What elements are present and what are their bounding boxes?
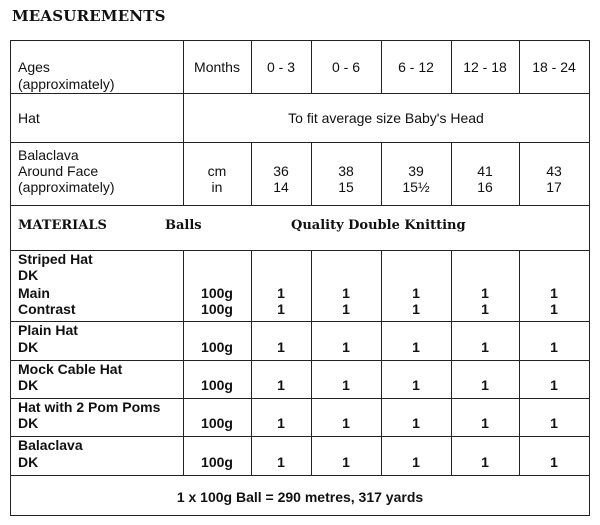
row-name: Hat with 2 Pom Poms xyxy=(18,399,161,415)
ball-count: 1 xyxy=(550,377,558,393)
yarn-type: DK xyxy=(18,454,39,470)
ball-count: 1 xyxy=(342,301,350,317)
rule xyxy=(11,205,589,206)
ball-weight: 100g xyxy=(201,415,233,431)
measurements-table xyxy=(10,40,590,516)
ball-count: 1 xyxy=(481,454,489,470)
in-value: 15½ xyxy=(402,179,430,195)
hat-fit-note: To fit average size Baby's Head xyxy=(288,110,484,126)
yarn-type: DK xyxy=(18,267,39,283)
balaclava-label: Balaclava xyxy=(18,147,79,163)
rule xyxy=(451,250,452,475)
hat-label: Hat xyxy=(18,110,40,126)
rule xyxy=(11,436,589,437)
rule xyxy=(381,250,382,475)
row-name: Striped Hat xyxy=(18,251,93,267)
ball-count: 1 xyxy=(481,377,489,393)
yarn-type: DK xyxy=(18,339,39,355)
ball-count: 1 xyxy=(481,285,489,301)
contrast-label: Contrast xyxy=(18,301,76,317)
ball-weight: 100g xyxy=(201,301,233,317)
size-header: 0 - 3 xyxy=(266,59,295,75)
ball-count: 1 xyxy=(550,339,558,355)
cm-value: 36 xyxy=(273,163,289,179)
rule xyxy=(519,250,520,475)
ball-count: 1 xyxy=(481,301,489,317)
yardage-note: 1 x 100g Ball = 290 metres, 317 yards xyxy=(176,489,424,505)
ball-count: 1 xyxy=(342,415,350,431)
ball-count: 1 xyxy=(481,415,489,431)
ball-count: 1 xyxy=(412,301,420,317)
ball-weight: 100g xyxy=(201,285,233,301)
size-header: 0 - 6 xyxy=(331,59,360,75)
ages-label: Ages xyxy=(18,59,50,75)
rule xyxy=(11,93,589,94)
in-value: 17 xyxy=(546,179,562,195)
ball-weight: 100g xyxy=(201,339,233,355)
ball-weight: 100g xyxy=(201,377,233,393)
in-value: 14 xyxy=(273,179,289,195)
ball-count: 1 xyxy=(412,454,420,470)
ball-count: 1 xyxy=(481,339,489,355)
rule xyxy=(311,250,312,475)
ball-count: 1 xyxy=(277,285,285,301)
ball-count: 1 xyxy=(277,454,285,470)
ball-count: 1 xyxy=(412,415,420,431)
cm-value: 43 xyxy=(546,163,562,179)
ball-count: 1 xyxy=(342,377,350,393)
ball-count: 1 xyxy=(277,415,285,431)
quality-label: Quality Double Knitting xyxy=(291,218,466,233)
cm-value: 41 xyxy=(477,163,493,179)
months-label: Months xyxy=(194,59,240,75)
ball-count: 1 xyxy=(277,339,285,355)
ball-count: 1 xyxy=(342,339,350,355)
in-value: 15 xyxy=(338,179,354,195)
ball-count: 1 xyxy=(412,377,420,393)
ball-count: 1 xyxy=(550,454,558,470)
row-name: Mock Cable Hat xyxy=(18,361,123,377)
ball-count: 1 xyxy=(277,377,285,393)
yarn-type: DK xyxy=(18,415,39,431)
size-header: 12 - 18 xyxy=(463,59,507,75)
rule xyxy=(11,475,589,476)
cm-value: 38 xyxy=(338,163,354,179)
main-label: Main xyxy=(18,285,50,301)
page-title: MEASUREMENTS xyxy=(12,7,166,25)
rule xyxy=(11,321,589,322)
rule xyxy=(251,250,252,475)
unit-cm: cm xyxy=(207,163,227,179)
ball-count: 1 xyxy=(342,454,350,470)
row-name: Balaclava xyxy=(18,437,83,453)
unit-in: in xyxy=(211,179,223,195)
yarn-type: DK xyxy=(18,377,39,393)
rule xyxy=(11,250,589,251)
in-value: 16 xyxy=(477,179,493,195)
approx-label: (approximately) xyxy=(18,179,115,195)
ball-count: 1 xyxy=(412,339,420,355)
balls-label: Balls xyxy=(165,218,202,233)
ball-count: 1 xyxy=(550,285,558,301)
materials-heading: MATERIALS xyxy=(18,218,107,233)
ball-count: 1 xyxy=(412,285,420,301)
around-face-label: Around Face xyxy=(18,163,99,179)
row-name: Plain Hat xyxy=(18,322,78,338)
ball-count: 1 xyxy=(550,301,558,317)
size-header: 6 - 12 xyxy=(398,59,434,75)
rule xyxy=(183,250,184,475)
ball-weight: 100g xyxy=(201,454,233,470)
size-header: 18 - 24 xyxy=(532,59,576,75)
ball-count: 1 xyxy=(342,285,350,301)
ages-sub-label: (approximately) xyxy=(18,76,115,92)
ball-count: 1 xyxy=(550,415,558,431)
rule xyxy=(11,142,589,143)
ball-count: 1 xyxy=(277,301,285,317)
cm-value: 39 xyxy=(408,163,424,179)
